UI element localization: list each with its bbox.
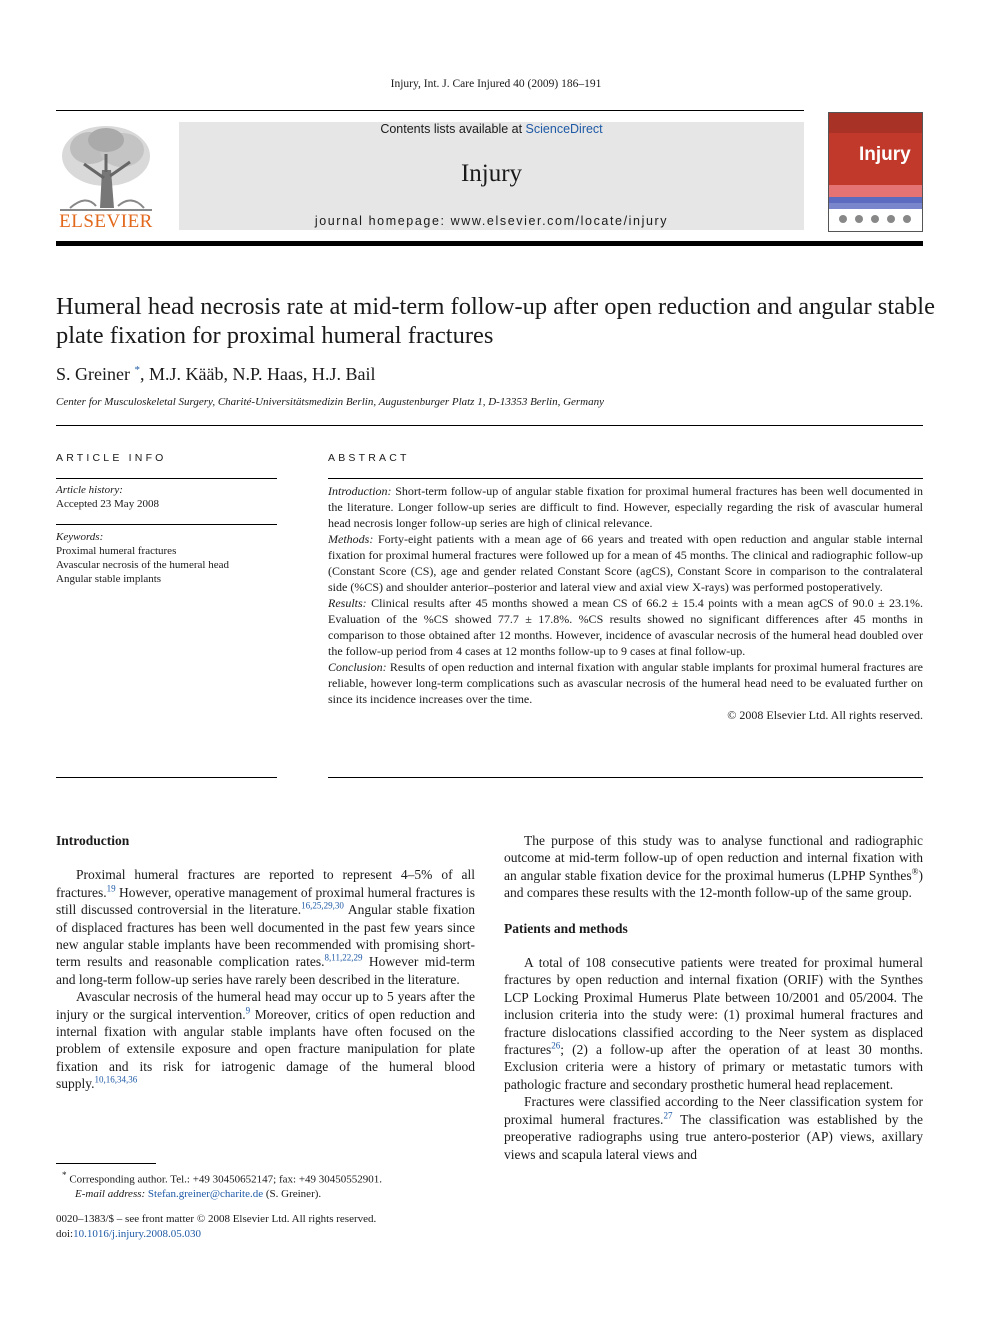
corresponding-author-mark[interactable]: * (134, 364, 140, 376)
journal-citation: Injury, Int. J. Care Injured 40 (2009) 186–191 (390, 78, 602, 90)
front-matter-line: 0020–1383/$ – see front matter © 2008 Elsevier Ltd. All rights reserved. (56, 1213, 377, 1225)
email-suffix: (S. Greiner). (263, 1188, 322, 1201)
introduction-heading: Introduction (56, 833, 130, 848)
text-run: The purpose of this study was to analyse functional and radiographic outcome at mid-term follow-up of open reduction and internal fixation with an angular stable fixation device for the proximal humerus (LPHP Synthes (504, 833, 923, 883)
footnote-corresponding (62, 1168, 482, 1202)
abstract-heading: ABSTRACT (328, 452, 410, 464)
article-info-rule-bottom (56, 777, 277, 778)
footnote-contact: Corresponding author. Tel.: +49 30450652147; fax: +49 30450552901. (66, 1173, 383, 1186)
text-run: Angular stable fixation of displaced fractures has been well documented in the past few years since new angular stable implants have been recommended with promising short-term results and reasonable complication rates. (56, 902, 475, 970)
keyword-item: Proximal humeral fractures (56, 545, 177, 557)
citation-link[interactable]: 16,25,29,30 (301, 900, 344, 911)
text-run: Fractures were classified according to the Neer classification system for proximal humeral fractures. (504, 1094, 923, 1127)
abstract-rule-bottom (328, 777, 923, 778)
methods-heading: Patients and methods (504, 920, 628, 936)
journal-cover[interactable] (828, 112, 923, 232)
front-matter (56, 1212, 496, 1241)
text-run: The classification was established by the preoperative radiographs using true antero-posterior (AP) views, axillary views and scapula lateral views and (504, 1111, 923, 1162)
abstract-body (328, 483, 923, 723)
text-run: Avascular necrosis of the humeral head may occur up to 5 years after the injury or the surgical intervention. (56, 989, 475, 1022)
journal-homepage[interactable]: journal homepage: www.elsevier.com/locate/injury (314, 214, 669, 228)
article-title: Humeral head necrosis rate at mid-term follow-up after open reduction and angular stable plate fixation for proximal humeral fractures (56, 293, 935, 349)
citation-link[interactable]: 8,11,22,29 (324, 952, 363, 963)
abstract-label: Conclusion: (328, 660, 387, 674)
doi-label: doi: (56, 1227, 74, 1240)
contents-prefix: Contents lists available at (380, 122, 526, 136)
citation-link[interactable]: 10,16,34,36 (94, 1074, 138, 1085)
citation-link[interactable]: 27 (663, 1110, 673, 1121)
article-history (56, 483, 277, 511)
elsevier-logo[interactable] (56, 120, 156, 232)
author-first: S. Greiner (56, 364, 135, 384)
abstract-label: Methods: (328, 532, 374, 546)
email-link[interactable]: Stefan.greiner@charite.de (147, 1188, 264, 1201)
intro-paragraph-1 (56, 866, 475, 988)
elsevier-wordmark: ELSEVIER (59, 211, 153, 232)
title-rule (56, 425, 923, 426)
abstract-label: Results: (328, 596, 367, 610)
intro-paragraph-2 (56, 988, 475, 1092)
abstract-introduction (328, 483, 923, 531)
author-list (56, 364, 375, 385)
abstract-text: Forty-eight patients with a mean age of 66 years and treated with open reduction and angular stable internal fixation for proximal humeral fractures were followed up for a mean of 45 months. The clinical and radiographic follow-up (Constant Score (CS), age and gender related Constant Score (agCS), Constant Score in comparison to the contralateral side (%CS) and shoulder anterior–posterior and lateral view and axial view X-rays) was performed postoperatively. (328, 532, 923, 594)
abstract-text: Results of open reduction and internal fixation with angular stable implants for proximal humeral fractures are reliable, however long-term complications such as avascular necrosis of the humeral head need to be evaluated further on since its incidence increases over the time. (328, 660, 923, 706)
keyword-item: Angular stable implants (56, 573, 162, 585)
methods-paragraph-2 (504, 1093, 923, 1163)
header-rule-top (56, 110, 804, 111)
cover-title: Injury (859, 144, 911, 165)
abstract-text: Short-term follow-up of angular stable fixation for proximal humeral fractures has been well documented in the literature. Longer follow-up series are difficult to find. However, especially regarding the risk of avascular humeral head necrosis longer follow-up series are high of clinical relevance. (328, 484, 923, 530)
text-run: ; (2) a follow-up after the operation of at least 30 months. Exclusion criteria were a history of primary or metastatic tumors with pathologic fracture and secondary prosthetic humeral head replacement. (504, 1042, 923, 1092)
keyword-item: Avascular necrosis of the humeral head (56, 559, 229, 571)
article-info-rule-2 (56, 524, 277, 525)
abstract-copyright: © 2008 Elsevier Ltd. All rights reserved. (727, 708, 923, 722)
abstract-methods (328, 531, 923, 595)
citation-link[interactable]: 9 (245, 1005, 251, 1016)
text-run: However, operative management of proximal humeral fractures is still discussed controversial in the literature. (56, 884, 475, 918)
citation-link[interactable]: 19 (106, 883, 116, 894)
text-run: A total of 108 consecutive patients were treated for proximal humeral fractures by open reduction and internal fixation (ORIF) with the Synthes LCP Locking Proximal Humerus Plate between 10/2001 and 05/2004. The inclusion criteria into the study were: (1) proximal humeral fractures and fracture dislocations classified according to the Neer system as displaced fractures (504, 955, 923, 1058)
body-right-column (504, 832, 923, 1163)
article-info-rule-1 (56, 478, 277, 479)
purpose-paragraph (504, 832, 923, 902)
history-label: Article history: (56, 484, 123, 496)
sciencedirect-link[interactable]: ScienceDirect (525, 122, 603, 136)
accepted-date: Accepted 23 May 2008 (56, 498, 159, 510)
email-label: E-mail address: (75, 1188, 146, 1201)
text-run: However mid-term and long-term follow-up series have rarely been described in the literature. (56, 954, 475, 987)
cover-art-icon (829, 113, 922, 231)
text-run: Moreover, critics of open reduction and internal fixation with angular stable implants have often focused on the problem of extensile exposure and open fracture manipulation for plate fixation and its risk for iatrogenic damage of the humeral blood supply. (56, 1006, 475, 1092)
text-run: Proximal humeral fractures are reported to represent 4–5% of all fractures. (56, 867, 475, 900)
journal-banner (179, 122, 804, 230)
methods-paragraph-1 (504, 954, 923, 1093)
abstract-rule-top (328, 478, 923, 479)
contents-line (179, 122, 804, 136)
abstract-results (328, 595, 923, 659)
footnote-rule (56, 1163, 156, 1164)
keywords-label: Keywords: (56, 531, 104, 543)
abstract-conclusion (328, 659, 923, 707)
article-info-heading: ARTICLE INFO (56, 452, 167, 464)
elsevier-tree-icon (56, 120, 156, 215)
footnote-mark: * (62, 1170, 67, 1180)
header-rule-thick (56, 241, 923, 246)
journal-name: Injury (460, 160, 523, 187)
doi-link[interactable]: 10.1016/j.injury.2008.05.030 (73, 1227, 202, 1240)
author-rest: , M.J. Kääb, N.P. Haas, H.J. Bail (139, 364, 376, 384)
abstract-label: Introduction: (328, 484, 392, 498)
registered-mark: ® (911, 866, 919, 877)
keywords-block (56, 530, 277, 586)
abstract-text: Clinical results after 45 months showed a mean CS of 66.2 ± 15.4 points with a mean agCS of 90.0 ± 23.1%. Evaluation of the %CS showed 77.7 ± 17.8%. %CS results showed no significant differences after 45 months in comparison to those obtained after 12 months. However, incidence of avascular necrosis of the humeral head doubled over the follow-up period from 4 cases at 12 months follow-up to 9 cases at final follow-up. (328, 596, 923, 658)
citation-link[interactable]: 26 (551, 1040, 561, 1051)
body-left-column (56, 832, 475, 1093)
affiliation: Center for Musculoskeletal Surgery, Charité-Universitätsmedizin Berlin, Augustenburger Platz 1, D-13353 Berlin, Germany (56, 396, 605, 408)
text-run: ) and compares these results with the 12-month follow-up of the same group. (504, 867, 923, 901)
